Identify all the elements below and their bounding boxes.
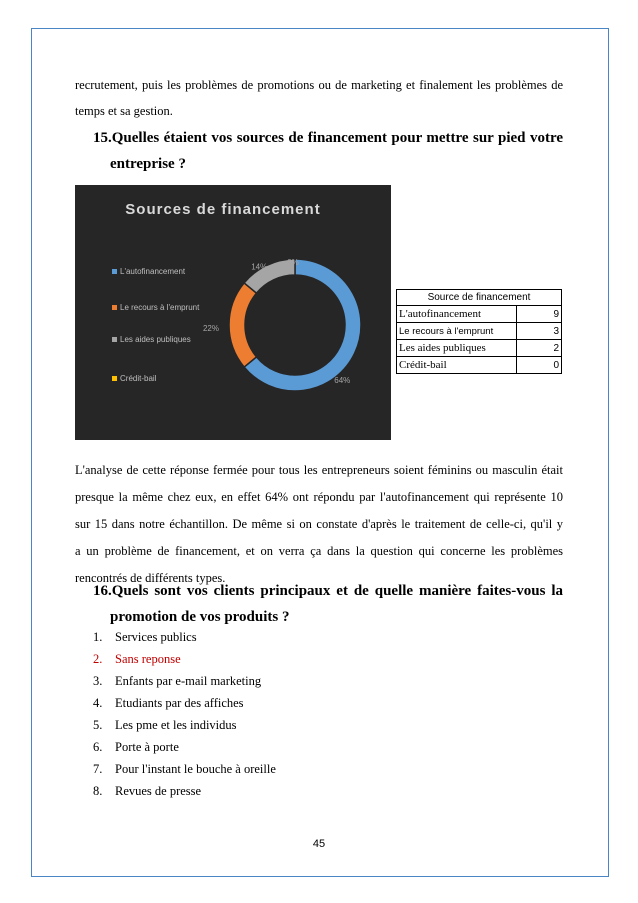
list-number: 2. <box>93 652 103 666</box>
list-text: Enfants par e-mail marketing <box>115 674 262 688</box>
donut-plot <box>75 185 391 440</box>
list-number: 3. <box>93 674 103 688</box>
analysis-line: L'analyse de cette réponse fermée pour tous les entrepreneurs soient féminins ou masculin était <box>75 463 563 477</box>
question-number: 15. <box>93 130 112 146</box>
list-number: 5. <box>93 718 103 732</box>
intro-paragraph <box>75 72 563 124</box>
question-text: promotion de vos produits ? <box>110 609 290 625</box>
question-number: 16. <box>93 583 112 599</box>
list-number: 8. <box>93 784 103 798</box>
data-label: 0% <box>287 258 299 267</box>
chart-title: Sources de financement <box>125 201 321 218</box>
analysis-line: a un problème de financement, et on verra ça dans la question qui concerne les problèmes <box>75 544 563 558</box>
list-text: Revues de presse <box>115 784 202 798</box>
table-cell-value: 9 <box>516 306 561 323</box>
question-text: entreprise ? <box>110 156 186 172</box>
list-number: 4. <box>93 696 103 710</box>
table-cell-label: Le recours à l'emprunt <box>397 323 517 340</box>
table-row <box>397 323 562 340</box>
page-number: 45 <box>312 838 326 850</box>
list-item <box>93 630 197 650</box>
data-label: 14% <box>251 262 268 272</box>
list-text: Porte à porte <box>115 740 179 754</box>
intro-line: temps et sa gestion. <box>75 104 173 118</box>
list-text: Les pme et les individus <box>115 718 237 732</box>
data-label: 64% <box>334 376 351 386</box>
list-text: Pour l'instant le bouche à oreille <box>115 762 276 776</box>
legend-label: L'autofinancement <box>120 267 186 276</box>
intro-line: recrutement, puis les problèmes de promotions ou de marketing et finalement les problèmes de <box>75 78 563 92</box>
list-number: 6. <box>93 740 103 754</box>
list-item <box>93 652 181 672</box>
question-16-heading <box>93 578 563 630</box>
table-row <box>397 306 562 323</box>
table-cell-value: 3 <box>516 323 561 340</box>
list-item <box>93 674 261 694</box>
list-item <box>93 762 276 782</box>
question-text: Quelles étaient vos sources de financement pour mettre sur pied votre <box>111 130 563 146</box>
list-number: 1. <box>93 630 103 644</box>
legend-label: Le recours à l'emprunt <box>120 303 200 312</box>
list-number: 7. <box>93 762 103 776</box>
table-row <box>397 357 562 374</box>
list-item <box>93 740 179 760</box>
table-row <box>397 340 562 357</box>
financing-table <box>396 289 562 374</box>
question-15-heading <box>93 125 563 177</box>
table-header: Source de financement <box>397 290 562 306</box>
legend-label: Les aides publiques <box>120 335 191 344</box>
table-cell-label: Crédit-bail <box>397 357 517 374</box>
analysis-line: sur 15 dans notre échantillon. De même si on constate d'après le traitement de celle-ci, qu'il y <box>75 517 563 531</box>
list-item <box>93 718 237 738</box>
list-text: Etudiants par des affiches <box>115 696 244 710</box>
analysis-line: presque la même chez eux, en effet 64% ont répondu par l'autofinancement qui représente 10 <box>75 490 563 504</box>
list-item <box>93 784 201 804</box>
donut-chart <box>75 185 391 440</box>
data-label: 22% <box>202 324 220 333</box>
table-cell-value: 0 <box>516 357 561 374</box>
table-cell-label: Les aides publiques <box>397 340 517 357</box>
donut-slice <box>229 283 256 367</box>
analysis-paragraph <box>75 457 563 592</box>
list-item <box>93 696 244 716</box>
table-cell-value: 2 <box>516 340 561 357</box>
list-text: Services publics <box>115 630 197 644</box>
analysis-line: rencontrés de différents types. <box>75 571 226 585</box>
list-text: Sans reponse <box>115 652 181 666</box>
table-cell-label: L'autofinancement <box>397 306 517 323</box>
question-text: Quels sont vos clients principaux et de quelle manière faites-vous la <box>111 583 563 599</box>
legend-label: Crédit-bail <box>120 374 157 383</box>
